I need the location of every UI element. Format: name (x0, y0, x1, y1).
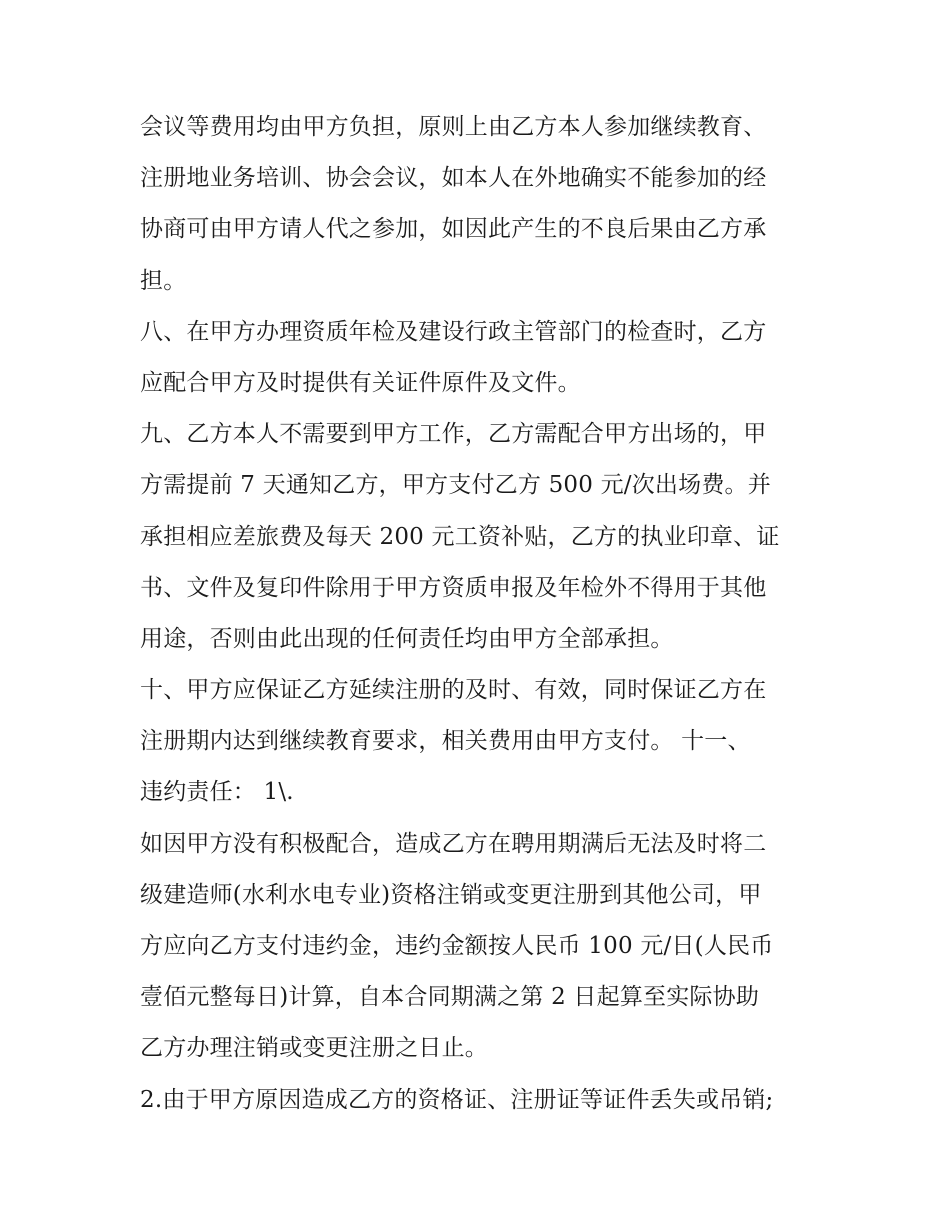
text-line: 用途，否则由此出现的任何责任均由甲方全部承担。 (140, 625, 674, 652)
text-line: 协商可由甲方请人代之参加，如因此产生的不良后果由乙方承 (140, 216, 767, 243)
text-line: 方应向乙方支付违约金，违约金额按人民币 100 元/日(人民币 (140, 933, 774, 959)
text-line: 担。 (140, 267, 187, 294)
text-line: 2.由于甲方原因造成乙方的资格证、注册证等证件丢失或吊销; (140, 1086, 774, 1113)
document-body (140, 102, 820, 1126)
text-line: 注册地业务培训、协会会议，如本人在外地确实不能参加的经 (140, 165, 767, 192)
text-line: 十、甲方应保证乙方延续注册的及时、有效，同时保证乙方在 (140, 677, 767, 704)
text-line: 级建造师(水利水电专业)资格注销或变更注册到其他公司，甲 (140, 881, 762, 908)
text-line: 方需提前 7 天通知乙方，甲方支付乙方 500 元/次出场费。并 (140, 472, 771, 499)
text-line: 八、在甲方办理资质年检及建设行政主管部门的检查时，乙方 (140, 318, 767, 345)
text-line: 壹佰元整每日)计算，自本合同期满之第 2 日起算至实际协助 (140, 984, 760, 1011)
text-line: 应配合甲方及时提供有关证件原件及文件。 (140, 369, 581, 396)
text-line: 乙方办理注销或变更注册之日止。 (140, 1035, 488, 1062)
text-line: 九、乙方本人不需要到甲方工作，乙方需配合甲方出场的，甲 (140, 421, 767, 448)
text-line: 承担相应差旅费及每天 200 元工资补贴，乙方的执业印章、证 (140, 523, 780, 550)
text-line: 注册期内达到继续教育要求，相关费用由甲方支付。 十一、 (140, 728, 751, 755)
text-line: 违约责任： 1\. (140, 779, 294, 806)
text-line: 会议等费用均由甲方负担，原则上由乙方本人参加继续教育、 (140, 114, 767, 140)
text-line: 书、文件及复印件除用于甲方资质申报及年检外不得用于其他 (140, 574, 767, 601)
text-line: 如因甲方没有积极配合，造成乙方在聘用期满后无法及时将二 (140, 830, 767, 857)
